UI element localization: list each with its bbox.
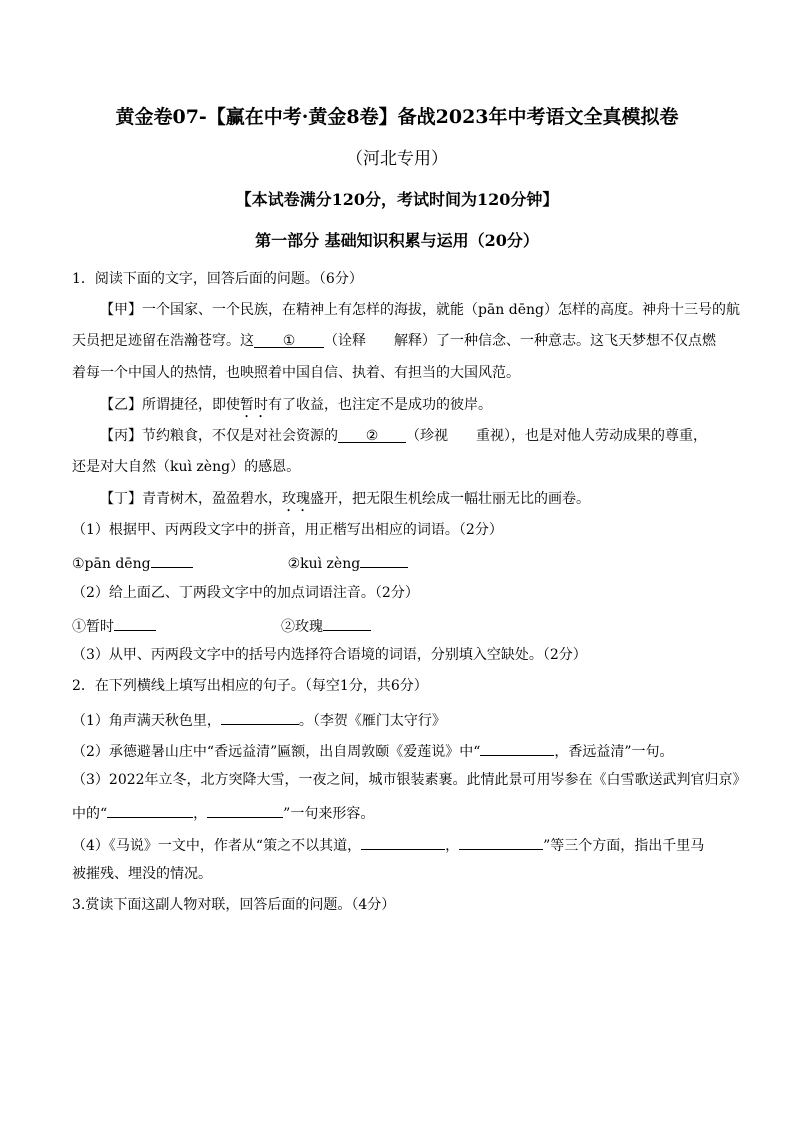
q2-s3-blank-2[interactable] — [207, 802, 283, 818]
exam-subtitle: （河北专用） — [346, 149, 448, 169]
q1-sub2-a-label: ①暂时 — [72, 619, 114, 635]
q2-s2-text-a: （2）承德避暑山庄中“香远益清”匾额，出自周敦颐《爱莲说》中“ — [72, 744, 481, 760]
q1-bing-line1 — [100, 427, 707, 445]
q1-jia-line1: 【甲】一个国家、一个民族，在精神上有怎样的海拔，就能（pān dēng）怎样的高度。神舟十三号的航 — [100, 302, 740, 318]
q1-stem: 1．阅读下面的文字，回答后面的问题。（6分） — [72, 271, 363, 287]
q1-yi-dotted-word: 暂时 — [240, 397, 268, 413]
q2-s3-line2 — [72, 802, 374, 823]
section-title: 第一部分 基础知识积累与运用（20分） — [255, 231, 539, 250]
q1-sub1-answers — [72, 552, 408, 573]
q2-s4-line1 — [72, 834, 704, 855]
blank-2-marker: ② — [365, 428, 379, 444]
q2-s3-comma: ， — [193, 806, 208, 822]
q2-stem: 2．在下列横线上填写出相应的句子。（每空1分，共6分） — [72, 678, 428, 694]
q1-jia-line2 — [72, 332, 716, 350]
q1-blank-2[interactable] — [338, 427, 406, 443]
q2-s1-blank[interactable] — [221, 709, 299, 725]
q1-ding-text-b: 盛开，把无限生机绘成一幅壮丽无比的画卷。 — [310, 491, 590, 507]
q1-sub2-a-blank[interactable] — [114, 615, 156, 631]
q2-s1-text-b: 。（李贺《雁门太守行》 — [298, 713, 446, 729]
q1-bing-line2: 还是对大自然（kuì zèng）的感恩。 — [72, 459, 301, 475]
q2-s4-blank-2[interactable] — [459, 834, 543, 850]
q1-ding-text-a: 【丁】青青树木，盈盈碧水， — [100, 491, 282, 507]
q1-jia-text-a: 天员把足迹留在浩瀚苍穹。这 — [72, 333, 254, 349]
q1-jia-text-b: （诠释 解释）了一种信念、一种意志。这飞天梦想不仅点燃 — [324, 333, 716, 349]
q1-yi-line — [100, 396, 492, 421]
q1-sub1-a-label: ①pān dēng — [72, 556, 151, 572]
q1-sub2: （2）给上面乙、丁两段文字中的加点词语注音。（2分） — [72, 585, 419, 601]
q3-stem: 3.赏读下面这副人物对联，回答后面的问题。（4分） — [72, 897, 396, 913]
q2-s3-text-c: ”一句来形容。 — [283, 806, 375, 822]
q1-bing-text-a: 【丙】节约粮食，不仅是对社会资源的 — [100, 428, 338, 444]
q2-s3-blank-1[interactable] — [107, 802, 193, 818]
q1-sub1-b-blank[interactable] — [360, 552, 408, 568]
q1-bing-text-b: （珍视 重视），也是对他人劳动成果的尊重， — [406, 428, 707, 444]
q1-blank-1[interactable] — [254, 332, 324, 348]
q1-jia-line3: 着每一个中国人的热情，也映照着中国自信、执着、有担当的大国风范。 — [72, 365, 520, 381]
q2-s1-text-a: （1）角声满天秋色里， — [72, 713, 221, 729]
q2-s2-text-b: ，香远益清”一句。 — [554, 744, 674, 760]
q1-sub1: （1）根据甲、丙两段文字中的拼音，用正楷写出相应的词语。（2分） — [72, 522, 503, 538]
q1-ding-dotted-word: 玫瑰 — [282, 491, 310, 507]
q2-s1 — [72, 709, 446, 730]
q2-s3-text-a: 中的“ — [72, 806, 108, 822]
q1-sub2-b-blank[interactable] — [323, 615, 371, 631]
q2-s2 — [72, 740, 674, 761]
q2-s4-blank-1[interactable] — [361, 834, 445, 850]
q1-sub2-answers — [72, 615, 371, 636]
q2-s4-text-a: （4）《马说》一文中，作者从“策之不以其道， — [72, 838, 362, 854]
exam-info: 【本试卷满分120分，考试时间为120分钟】 — [235, 190, 559, 209]
q1-sub1-a-blank[interactable] — [151, 552, 193, 568]
q1-sub1-b-label: ②kuì zèng — [287, 556, 361, 572]
blank-1-marker: ① — [282, 333, 296, 349]
q1-yi-text-a: 【乙】所谓捷径，即使 — [100, 397, 240, 413]
exam-title: 黄金卷07-【赢在中考·黄金8卷】备战2023年中考语文全真模拟卷 — [115, 106, 679, 128]
q1-sub3: （3）从甲、丙两段文字中的括号内选择符合语境的词语，分别填入空缺处。（2分） — [72, 647, 587, 663]
q2-s3-line1: （3）2022年立冬，北方突降大雪，一夜之间，城市银装素裹。此情此景可用岑参在《白雪歌送武判官归京》 — [72, 772, 747, 788]
q2-s4-text-c: ”等三个方面，指出千里马 — [543, 838, 705, 854]
q1-sub2-b-label: ②玫瑰 — [281, 619, 323, 635]
q2-s4-line2: 被摧残、埋没的情况。 — [72, 866, 212, 882]
q1-ding-line — [100, 490, 590, 515]
q1-yi-text-b: 有了收益，也注定不是成功的彼岸。 — [268, 397, 492, 413]
q2-s2-blank[interactable] — [480, 740, 554, 756]
q2-s4-comma: ， — [445, 838, 460, 854]
